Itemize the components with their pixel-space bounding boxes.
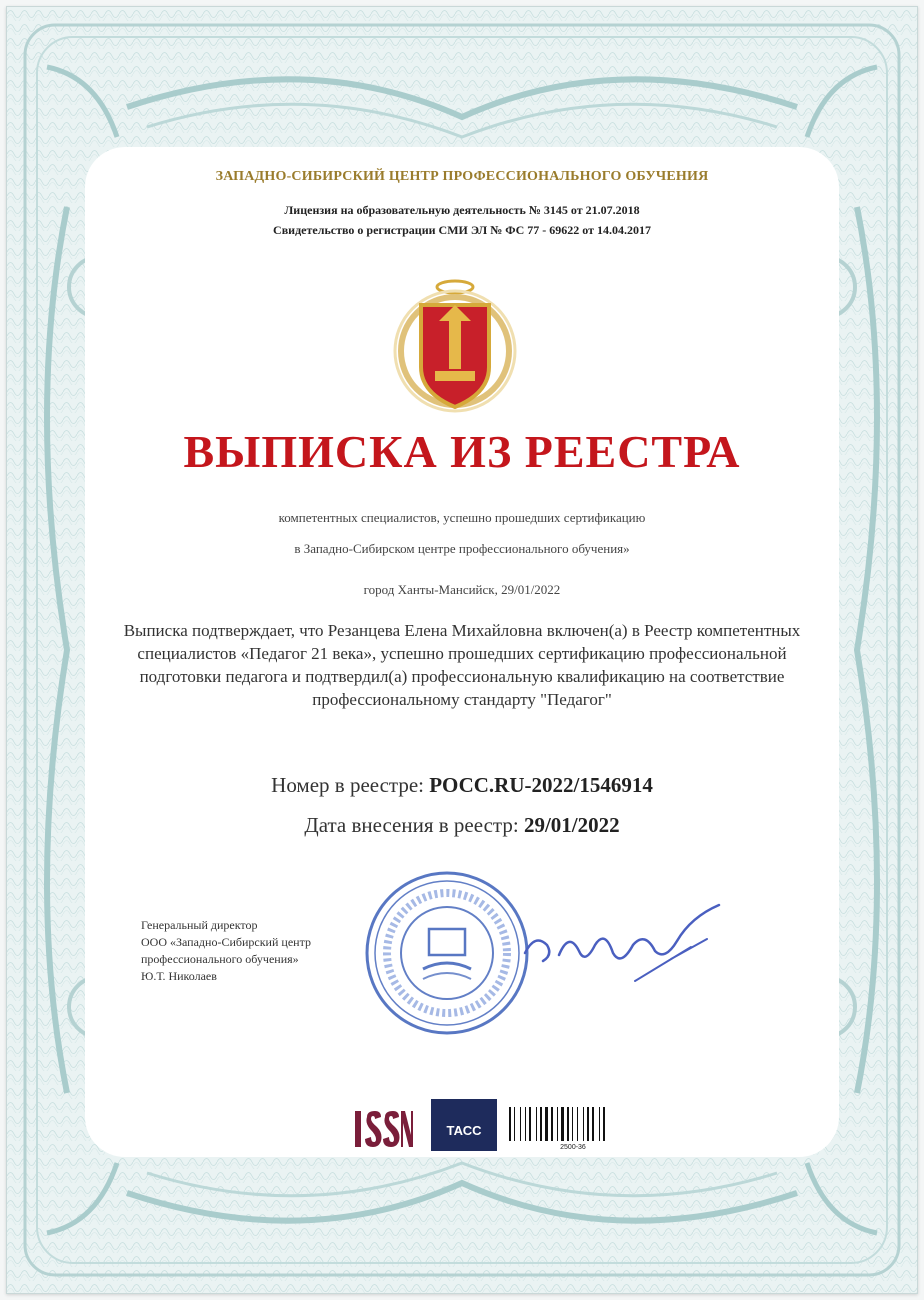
certificate-page <box>6 6 918 1294</box>
registry-number-label: Номер в реестре: <box>271 773 425 797</box>
subtitle-line-2: в Западно-Сибирском центре профессионального обучения» <box>294 541 630 556</box>
director-company-line-1: ООО «Западно-Сибирский центр <box>141 935 311 949</box>
director-signature-block <box>141 917 311 985</box>
barcode-number: 2500-36 <box>560 1144 586 1151</box>
director-title: Генеральный директор <box>141 918 258 932</box>
handwritten-signature <box>495 895 743 991</box>
document-title: ВЫПИСКА ИЗ РЕЕСТРА <box>183 426 741 477</box>
registry-number-value: РОСС.RU-2022/1546914 <box>429 773 653 797</box>
media-registration-line: Свидетельство о регистрации СМИ ЭЛ № ФС 77 - 69622 от 14.04.2017 <box>273 223 651 237</box>
director-company-line-2: профессионального обучения» <box>141 952 299 966</box>
confirmation-text: Выписка подтверждает, что Резанцева Елена Михайловна включен(а) в Реестр компетентных специалистов «Педагог 21 века», успешно прошедших сертификацию профессиональной подготовки педагога и подтвердил(а) профессиональную квалификацию на соответствие профессиональному стандарту "Педагог" <box>123 621 801 709</box>
subtitle-line-1: компетентных специалистов, успешно прошедших сертификацию <box>278 510 646 525</box>
barcode-icon <box>507 1105 639 1151</box>
shield-emblem-icon <box>391 275 519 415</box>
registry-date-label: Дата внесения в реестр: <box>304 813 519 837</box>
issn-logo-icon <box>353 1107 413 1151</box>
director-name: Ю.Т. Николаев <box>141 969 217 983</box>
organization-name: ЗАПАДНО-СИБИРСКИЙ ЦЕНТР ПРОФЕССИОНАЛЬНОГО ОБУЧЕНИЯ <box>215 169 709 184</box>
registry-date-value: 29/01/2022 <box>523 813 620 837</box>
license-line: Лицензия на образовательную деятельность № 3145 от 21.07.2018 <box>284 203 640 217</box>
registry-date-row <box>7 813 917 838</box>
tass-logo-text: ТАСС <box>446 1123 482 1138</box>
place-and-date: город Ханты-Мансийск, 29/01/2022 <box>363 582 561 597</box>
registry-number-row <box>7 773 917 798</box>
tass-logo <box>431 1099 497 1151</box>
